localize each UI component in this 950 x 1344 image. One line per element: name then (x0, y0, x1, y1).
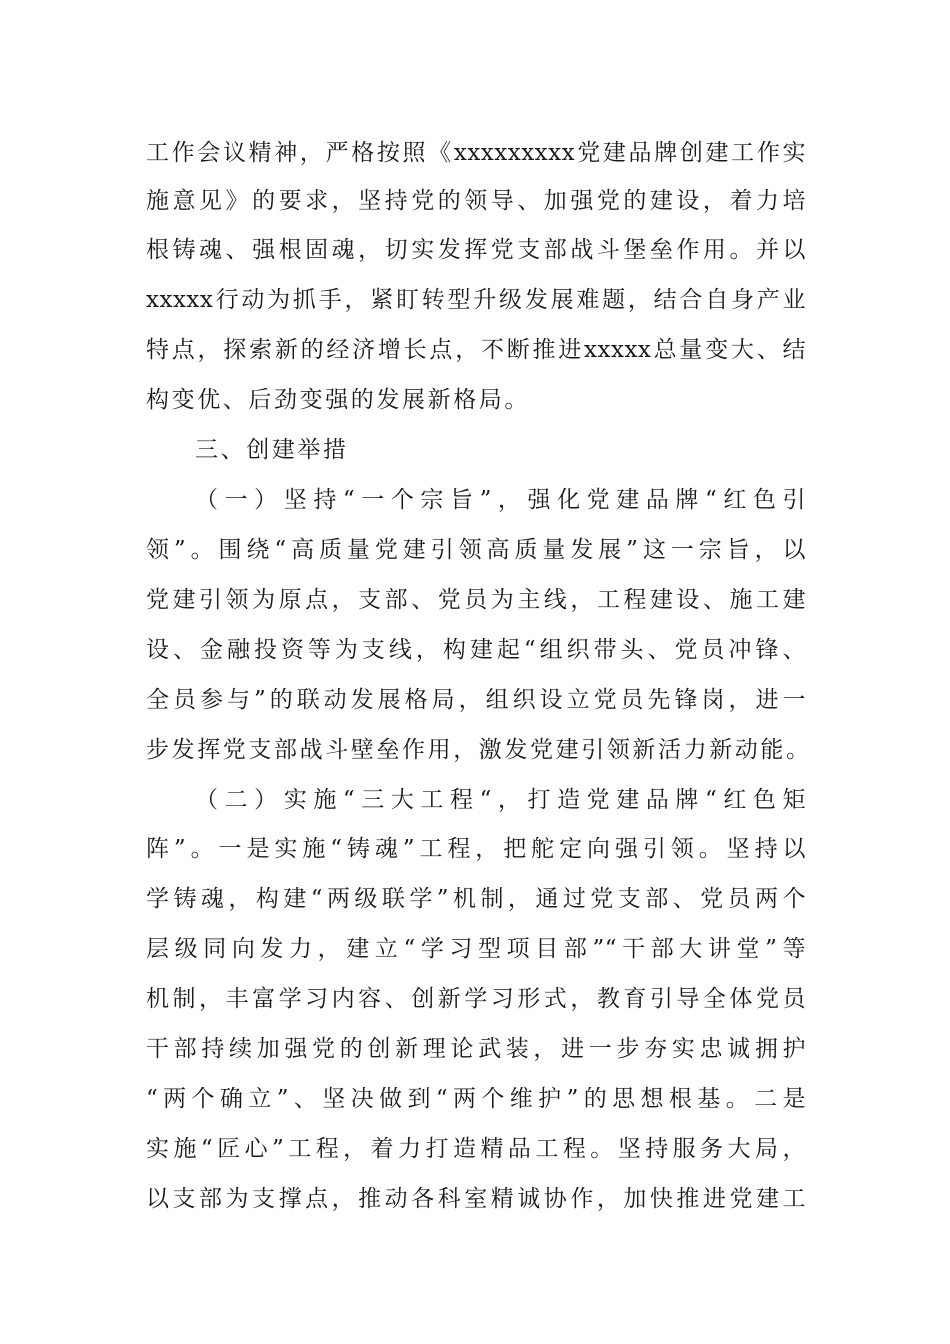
paragraph-line: “两个确立”、坚决做到“两个维护”的思想根基。二是 (146, 1086, 806, 1112)
paragraph-line: 机制，丰富学习内容、创新学习形式，教育引导全体党员 (146, 986, 806, 1012)
paragraph-line: 工作会议精神，严格按照《xxxxxxxxx党建品牌创建工作实 (146, 140, 806, 166)
paragraph-line: 实施“匠心”工程，着力打造精品工程。坚持服务大局， (146, 1136, 806, 1162)
paragraph-line: 阵”。一是实施“铸魂”工程，把舵定向强引领。坚持以 (146, 836, 806, 862)
paragraph-line: 构变优、后劲变强的发展新格局。 (146, 387, 530, 413)
paragraph-line: 施意见》的要求，坚持党的领导、加强党的建设，着力培 (146, 188, 806, 214)
paragraph-line: 领”。围绕“高质量党建引领高质量发展”这一宗旨，以 (146, 537, 806, 563)
paragraph-line: 根铸魂、强根固魂，切实发挥党支部战斗堡垒作用。并以 (146, 237, 806, 263)
paragraph-line: xxxxx行动为抓手，紧盯转型升级发展难题，结合自身产业 (146, 287, 806, 313)
paragraph-line: 设、金融投资等为支线，构建起“组织带头、党员冲锋、 (146, 637, 806, 663)
section-heading: 三、创建举措 (195, 437, 349, 463)
paragraph-line: 特点，探索新的经济增长点，不断推进xxxxx总量变大、结 (146, 337, 806, 363)
paragraph-line: 党建引领为原点，支部、党员为主线，工程建设、施工建 (146, 587, 806, 613)
paragraph-line: 学铸魂，构建“两级联学”机制，通过党支部、党员两个 (146, 886, 806, 912)
paragraph-line: 层级同向发力，建立“学习型项目部”“干部大讲堂”等 (146, 936, 806, 962)
paragraph-line: 干部持续加强党的创新理论武装，进一步夯实忠诚拥护 (146, 1036, 806, 1062)
paragraph-line: 全员参与”的联动发展格局，组织设立党员先锋岗，进一 (146, 687, 806, 713)
paragraph-line: （二）实施“三大工程“，打造党建品牌“红色矩 (195, 787, 806, 813)
paragraph-line: （一）坚持“一个宗旨”，强化党建品牌“红色引 (195, 487, 806, 513)
paragraph-line: 步发挥党支部战斗壁垒作用，激发党建引领新活力新动能。 (146, 737, 812, 763)
paragraph-line: 以支部为支撑点，推动各科室精诚协作，加快推进党建工 (146, 1186, 806, 1212)
